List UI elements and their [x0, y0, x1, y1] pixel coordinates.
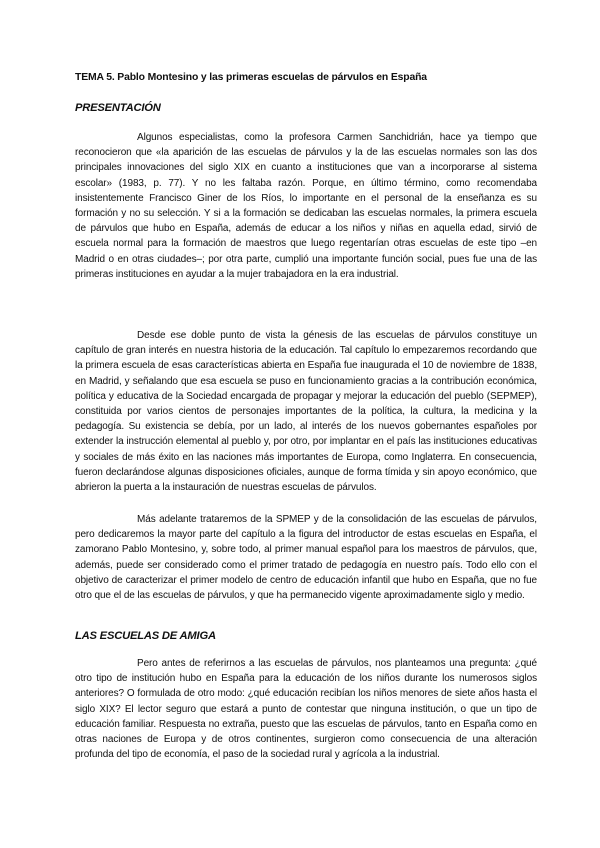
paragraph — [75, 130, 537, 282]
section-heading-escuelas-de-amiga: LAS ESCUELAS DE AMIGA — [75, 630, 216, 642]
paragraph — [75, 512, 537, 603]
paragraph-text: Más adelante trataremos de la SPMEP y de la consolidación de las escuelas de párvulos, pero dedicaremos la mayor parte del capítulo a la figura del introductor de estas escuelas en España, el zamorano Pablo Montesino, y, sobre todo, al primer manual español para los maestros de párvulos, que, además, puede ser considerado como el primer tratado de pedagogía en nuestro país. Todo ello con el objetivo de caracterizar el primer modelo de centro de educación infantil que hubo en España, que no fue otro que el de las escuelas de párvulos, y que ha permanecido vigente aproximadamente siglo y medio. — [75, 514, 537, 602]
paragraph-text: Pero antes de referirnos a las escuelas de párvulos, nos planteamos una pregunta: ¿qué otro tipo de institución hubo en España para la educación de los niños durante los numerosos siglos anteriores? O formulada de otro modo: ¿qué educación recibían los niños menores de siete años hasta el siglo XIX? El lector seguro que estará a punto de contestar que ninguna institución, o que un tipo de educación familiar. Respuesta no extraña, puesto que las escuelas de párvulos, tanto en España como en otras naciones de Europa y de otros continentes, surgieron como consecuencia de una alteración profunda del tipo de economía, el paso de la sociedad rural y agrícola a la industrial. — [75, 658, 537, 761]
paragraph-text: Desde ese doble punto de vista la génesis de las escuelas de párvulos constituye un capítulo de gran interés en nuestra historia de la educación. Tal capítulo lo empezaremos recordando que la primera escuela de esas características abierta en España fue inaugurada el 10 de noviembre de 1838, en Madrid, y señalando que esa escuela se puso en funcionamiento gracias a la contribución económica, política y educativa de la Sociedad encargada de propagar y mejorar la educación del pueblo (SEPMEP), constituida por varios cientos de personajes importantes de la política, la cultura, la medicina y la pedagogía. Su existencia se debía, por un lado, al interés de los nuevos gobernantes españoles por extender la instrucción elemental al pueblo y, por otro, por implantar en el país las instituciones educativas y sociales de más éxito en las naciones más importantes de Europa, como Inglaterra. En consecuencia, fueron declarándose algunas disposiciones oficiales, aunque de forma tímida y sin apoyo económico, que abrieron la puerta a la instauración de nuestras escuelas de párvulos. — [75, 330, 537, 494]
paragraph — [75, 328, 537, 495]
document-title: TEMA 5. Pablo Montesino y las primeras escuelas de párvulos en España — [75, 72, 427, 83]
paragraph-text: Algunos especialistas, como la profesora Carmen Sanchidrián, hace ya tiempo que reconocieron que «la aparición de las escuelas de párvulos y la de las escuelas normales son las dos principales innovaciones del siglo XIX en cuanto a instituciones que van a incorporarse al sistema escolar» (1983, p. 77). Y no les faltaba razón. Porque, en último término, como recomendaba insistentemente Francisco Giner de los Ríos, lo importante en el personal de la enseñanza es su formación y no su selección. Y si a la formación se dedicaban las escuelas normales, la primera escuela de párvulos que hubo en España, además de educar a los niños y niñas en aquella edad, sirvió de escuela normal para la formación de maestros que luego regentarían otras escuelas de este tipo –en Madrid o en otras ciudades–; por otra parte, cumplió una importante función social, pues fue una de las primeras instituciones en ayudar a la mujer trabajadora en la era industrial. — [75, 132, 537, 280]
paragraph — [75, 656, 537, 762]
section-heading-presentacion: PRESENTACIÓN — [75, 102, 161, 114]
